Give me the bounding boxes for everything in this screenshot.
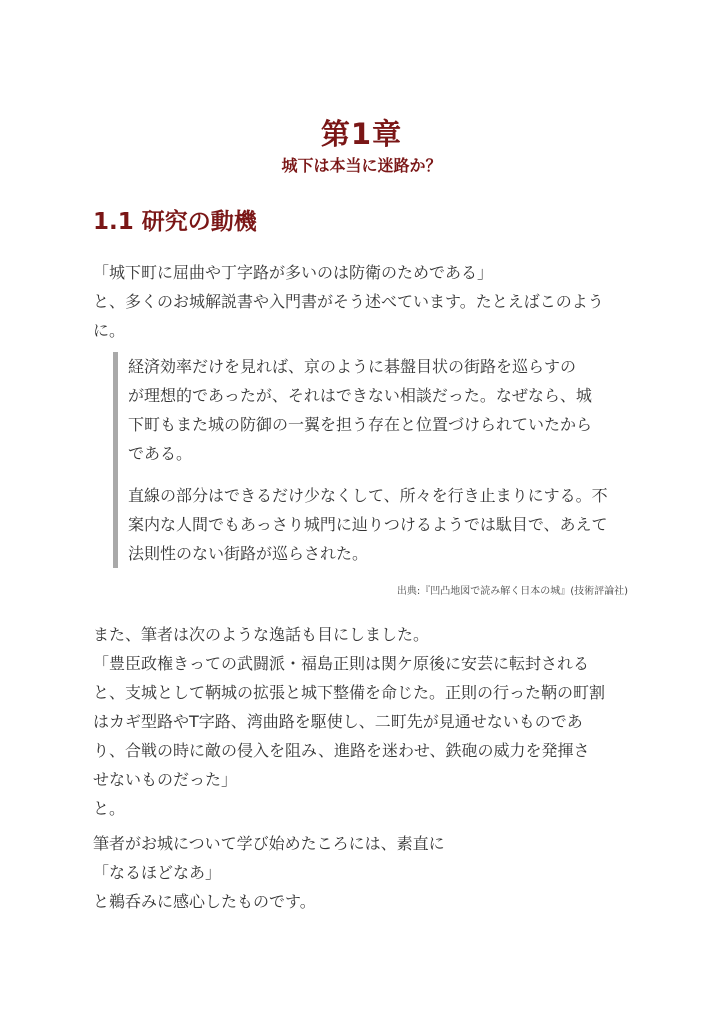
section-title: 1.1 研究の動機 — [93, 209, 257, 235]
quote-source: 出典:『凹凸地図で読み解く日本の城』(技術評論社) — [396, 586, 628, 597]
chapter-subtitle: 城下は本当に迷路か？ — [281, 156, 442, 175]
closing-paragraph: 筆者がお城について学び始めたころには、素直に 「なるほどなあ」 と鵜呑みに感心したものです。 — [93, 834, 445, 911]
anecdote-paragraph: また、筆者は次のような逸話も目にしました。 「豊臣政権きっての武闘派・福島正則は関ケ原後に安芸に転封される と、支城として鞆城の拡張と城下整備を命じた。正則の行った鞆の町割 はカギ型路やT字路、湾曲路を駆使し、二町先が見通せないものであ り、合戦の時に敵の侵入を阻み、進路を迷わせ、鉄砲の威力を発揮さ せないものだった」 と。 — [93, 625, 606, 818]
quote-paragraph: 経済効率だけを見れば、京のように碁盤目状の街路を巡らすの が理想的であったが、それはできない相談だった。なぜなら、城 下町もまた城の防御の一翼を担う存在と位置づけられていたから である。 — [128, 357, 593, 463]
intro-paragraph: 「城下町に屈曲や丁字路が多いのは防衛のためである」 と、多くのお城解説書や入門書がそう述べています。たとえばこのよう に。 — [93, 263, 604, 340]
block-quote — [113, 352, 633, 568]
quote-paragraph: 直線の部分はできるだけ少なくして、所々を行き止まりにする。不 案内な人間でもあっさり城門に辿りつけるようでは駄目で、あえて 法則性のない街路が巡らされた。 — [128, 486, 608, 563]
chapter-title: 第1章 — [320, 117, 403, 151]
chapter-heading — [0, 114, 723, 178]
